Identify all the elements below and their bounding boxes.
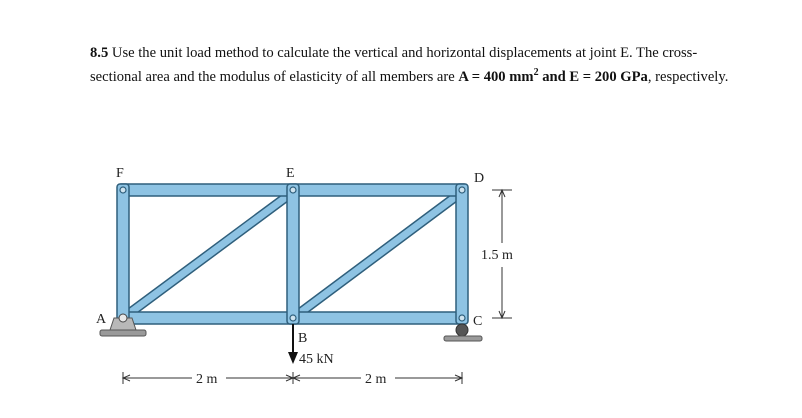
problem-text-1: Use the unit load method to calculate the vertical and horizontal displacements at joint E. The cross-sectional area and the modulus of elasticity of all members are [90,45,698,85]
height-dimension-label: 1.5 m [481,248,513,263]
joint-label-c: C [473,314,483,329]
modulus-value: E = 200 GPa [569,68,648,85]
joint-label-d: D [474,171,485,186]
span-dimension [123,372,462,384]
joint-label-b: B [298,331,308,346]
joint-label-f: F [116,166,124,181]
span-dimension-label-1: 2 m [196,372,218,387]
span-dimension-label-2: 2 m [365,372,387,387]
joint-label-a: A [96,312,107,327]
problem-number: 8.5 [90,45,109,61]
vertical-members [117,184,468,324]
and-word: and [538,68,570,85]
problem-text-2: , respectively. [647,68,729,85]
load-label: 45 kN [299,352,334,367]
area-value: A = 400 $mm^2$ [458,67,539,85]
load-arrow [288,324,298,364]
joint-label-e: E [286,166,295,181]
